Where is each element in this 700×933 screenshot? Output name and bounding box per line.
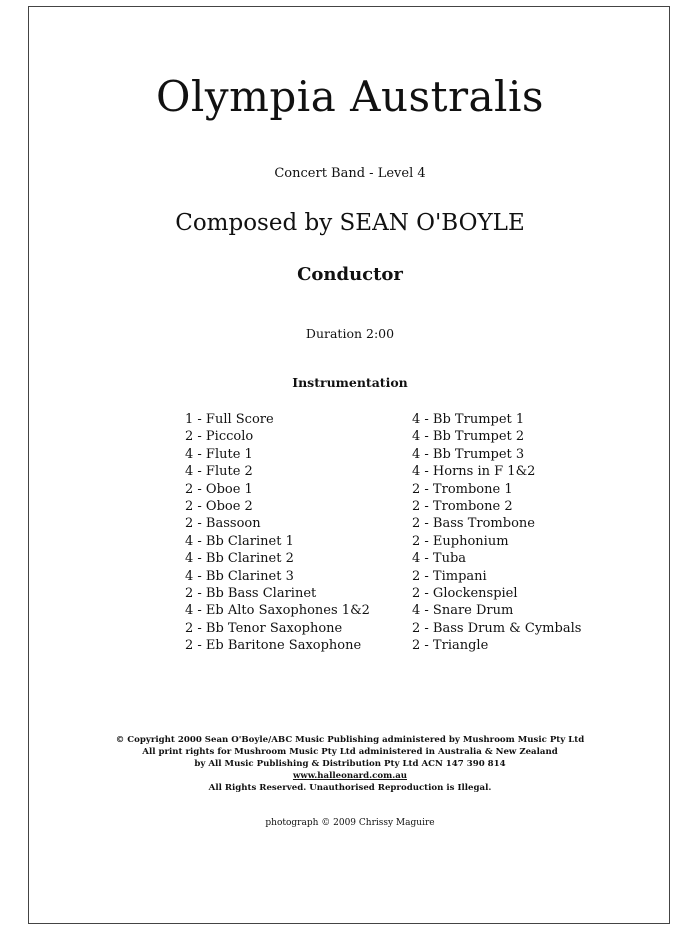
instrument-list-left	[185, 411, 370, 655]
list-item: 4 - Bb Trumpet 3	[412, 446, 525, 462]
list-item: 2 - Timpani	[412, 568, 487, 584]
list-item: 2 - Oboe 1	[185, 481, 253, 497]
list-item: 2 - Piccolo	[185, 429, 254, 445]
list-item: 2 - Trombone 1	[412, 481, 513, 497]
list-item: 2 - Bb Bass Clarinet	[185, 586, 317, 602]
list-item: 2 - Bass Trombone	[412, 516, 535, 532]
list-item: 4 - Tuba	[412, 551, 467, 567]
composer-credit: Composed by SEAN O'BOYLE	[175, 210, 525, 236]
list-item: 4 - Flute 2	[185, 464, 253, 480]
list-item: 4 - Snare Drum	[412, 603, 514, 619]
list-item: 4 - Eb Alto Saxophones 1&2	[185, 603, 370, 619]
list-item: 4 - Flute 1	[185, 446, 253, 462]
list-item: 4 - Bb Clarinet 3	[185, 568, 294, 584]
list-item: 4 - Bb Trumpet 1	[412, 412, 525, 427]
copyright-line: by All Music Publishing & Distribution Pty Ltd ACN 147 390 814	[194, 759, 506, 770]
list-item: 2 - Euphonium	[412, 533, 509, 549]
instrumentation-heading: Instrumentation	[292, 375, 408, 390]
part-name: Conductor	[297, 264, 403, 285]
list-item: 2 - Bassoon	[185, 516, 261, 532]
copyright-line: All Rights Reserved. Unauthorised Reproduction is Illegal.	[208, 783, 492, 794]
list-item: 4 - Bb Clarinet 2	[185, 551, 294, 567]
list-item: 2 - Triangle	[412, 638, 489, 654]
duration: Duration 2:00	[305, 326, 395, 341]
copyright-line: All print rights for Mushroom Music Pty Ltd administered in Australia & New Zealand	[142, 747, 558, 758]
list-item: 4 - Bb Trumpet 2	[412, 429, 525, 445]
list-item: 2 - Glockenspiel	[412, 586, 518, 602]
list-item: 2 - Bb Tenor Saxophone	[185, 620, 343, 636]
list-item: 2 - Oboe 2	[185, 499, 253, 515]
page-title: Olympia Australis	[156, 72, 544, 121]
list-item: 2 - Eb Baritone Saxophone	[185, 638, 362, 654]
instrument-list-right	[412, 411, 581, 655]
publisher-link[interactable]: www.halleonard.com.au	[292, 771, 408, 782]
list-item: 4 - Bb Clarinet 1	[185, 533, 294, 549]
copyright-line: © Copyright 2000 Sean O'Boyle/ABC Music Publishing administered by Mushroom Music Pty Ltd	[115, 735, 585, 745]
photo-credit: photograph © 2009 Chrissy Maguire	[265, 818, 435, 828]
subtitle: Concert Band - Level 4	[274, 166, 426, 181]
list-item: 2 - Bass Drum & Cymbals	[412, 620, 582, 636]
list-item: 4 - Horns in F 1&2	[412, 464, 536, 480]
list-item: 1 - Full Score	[185, 412, 274, 427]
copyright-notice	[0, 734, 700, 794]
list-item: 2 - Trombone 2	[412, 499, 513, 515]
